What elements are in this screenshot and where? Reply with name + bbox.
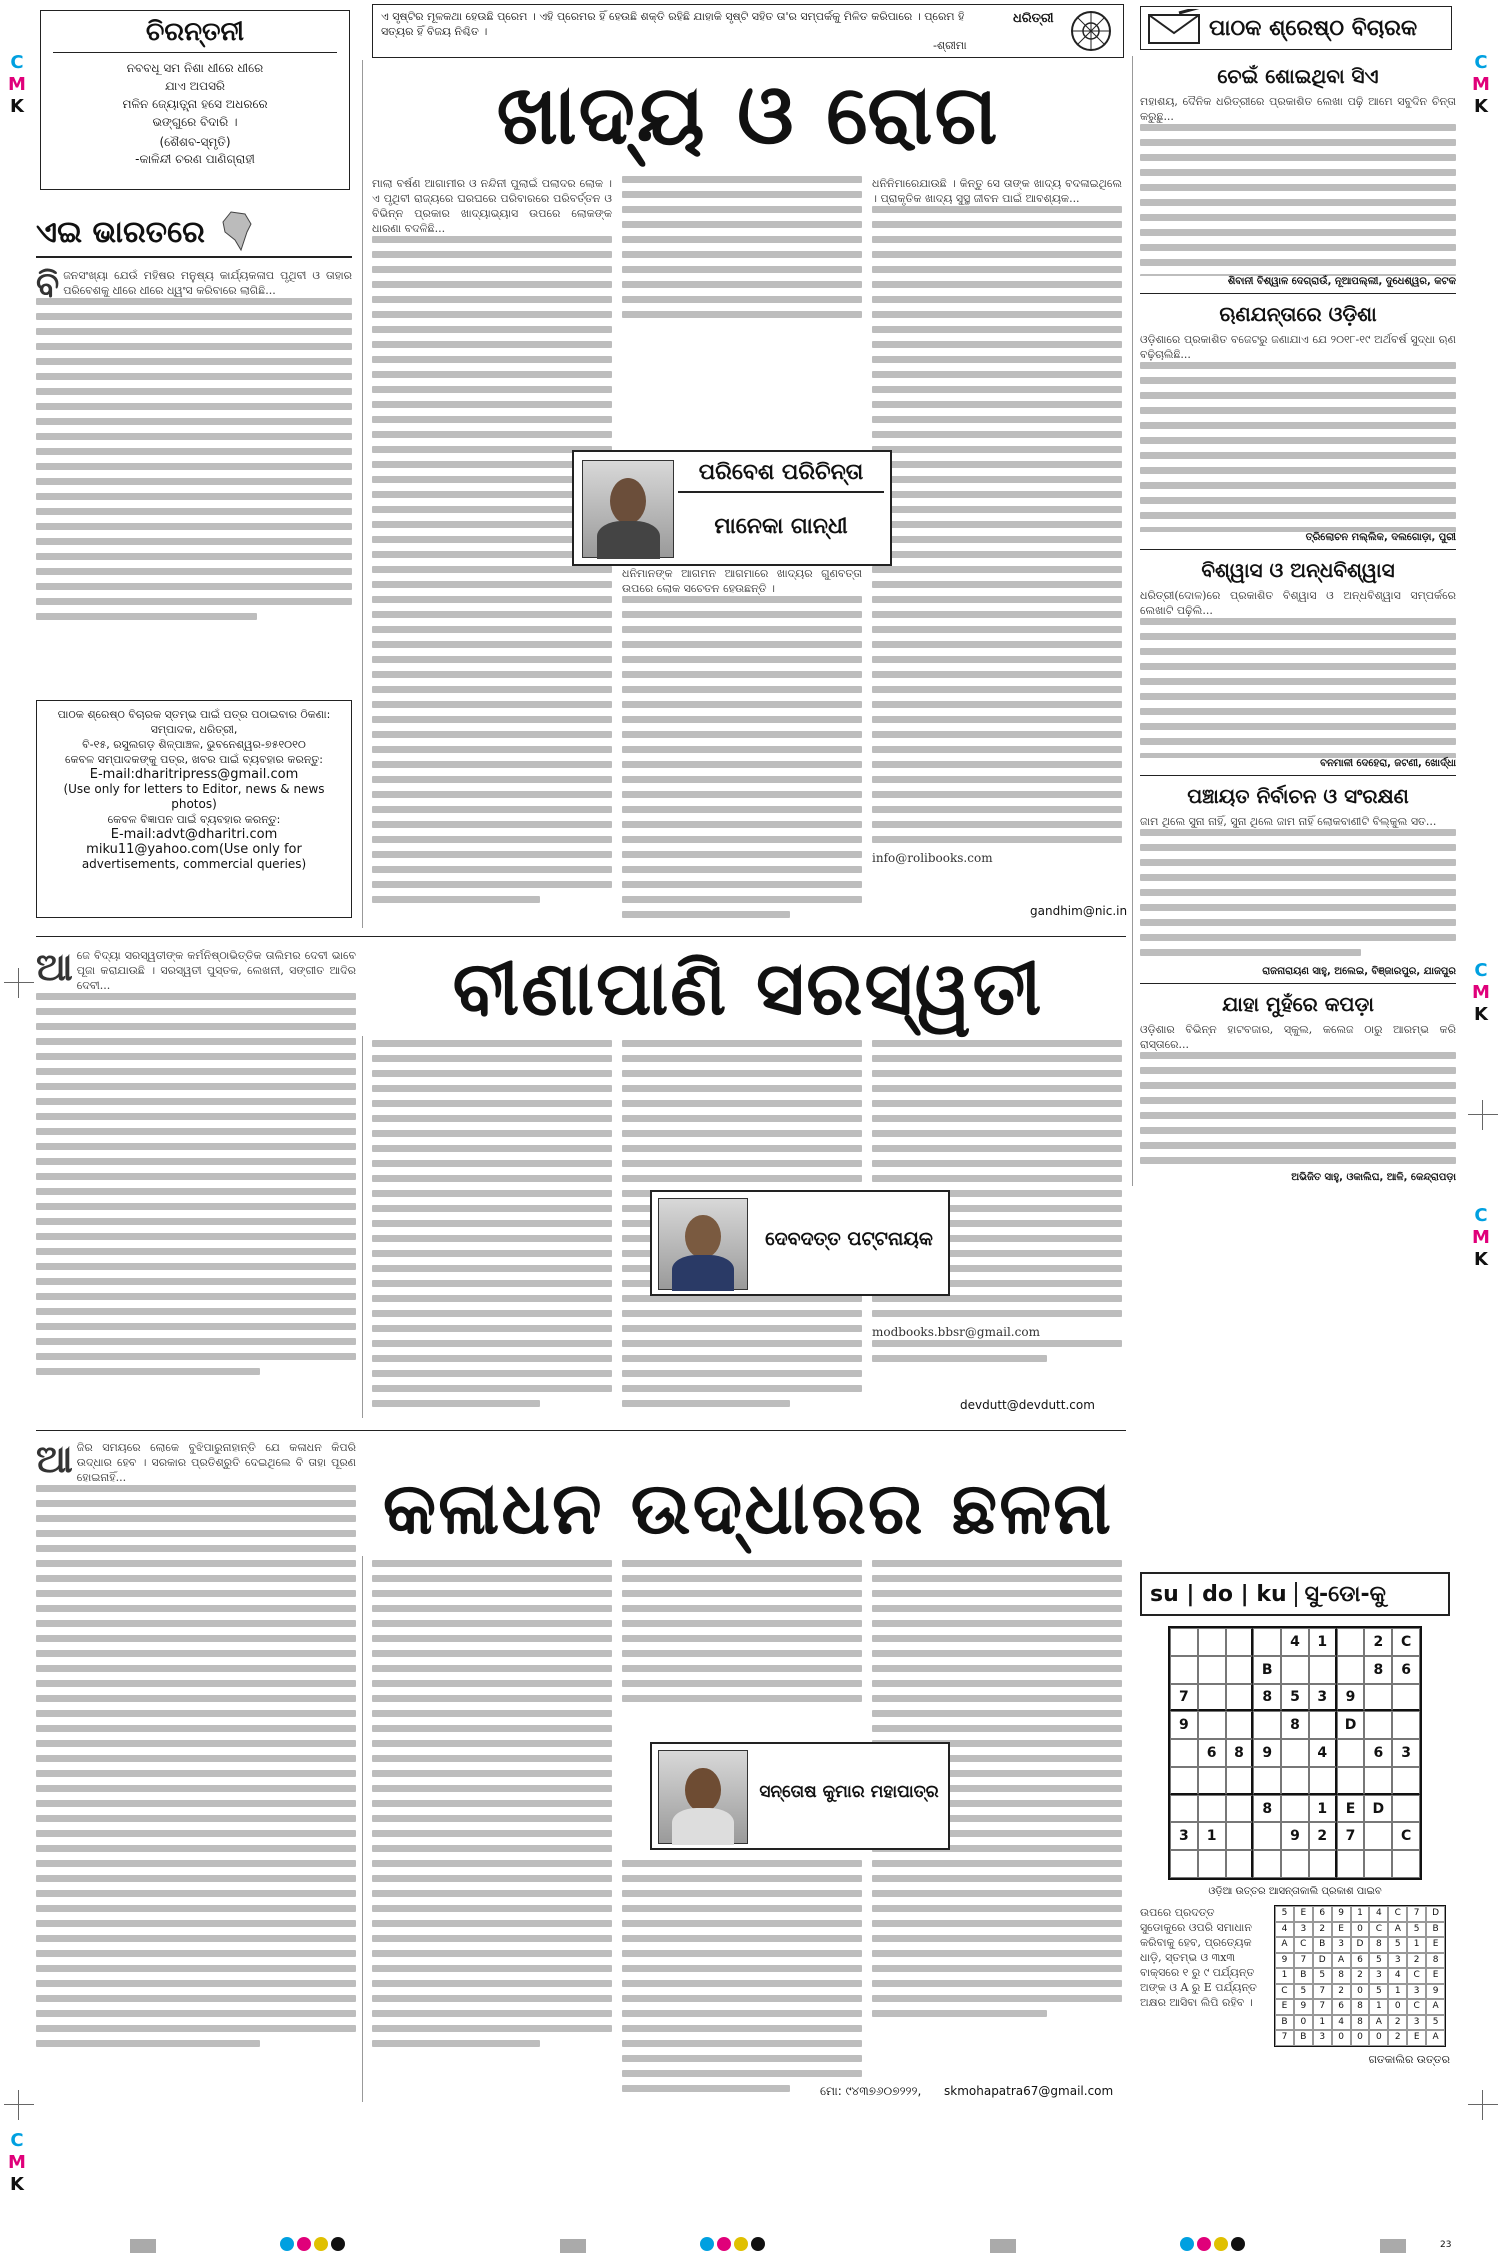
section-divider-1 — [36, 936, 1126, 937]
letter-opening: ଧରିତ୍ରୀ(ଦୋଳ)ରେ ପ୍ରକାଶିତ ବିଶ୍ୱାସ ଓ ଅନ୍ଧବିଶ୍ୱାସ ସମ୍ପର୍କରେ ଲେଖାଟି ପଢ଼ିଲି... — [1140, 589, 1456, 617]
article2-col1 — [36, 948, 356, 1418]
sudoku-cell[interactable]: 6 — [1392, 1656, 1420, 1684]
sudoku-cell[interactable]: 2 — [1364, 1628, 1392, 1656]
column-rule-right — [1132, 56, 1133, 1186]
sudoku-cell[interactable]: 4 — [1309, 1739, 1337, 1767]
solution-cell: A — [1332, 1953, 1351, 1969]
top-quote-brand: ଧରିତ୍ରୀ — [1013, 11, 1054, 26]
quote-poem: ନବବଧୂ ସମ ନିଶା ଧୀରେ ଧୀରେ ଯାଏ ଅପସରି ମଳିନ ଜ୍ୟୋତ୍ସ୍ନା ହସେ ଅଧରରେ ଭଙ୍ଗୁରେ ବିଦାରି । — [122, 61, 268, 129]
solution-cell: E — [1332, 1922, 1351, 1938]
solution-cell: 3 — [1332, 1937, 1351, 1953]
solution-cell: 5 — [1388, 1937, 1407, 1953]
contact-ad-email[interactable]: E-mail:advt@dharitri.com — [110, 827, 278, 842]
solution-cell: 3 — [1388, 1953, 1407, 1969]
solution-cell: 0 — [1369, 2030, 1388, 2046]
solution-cell: 0 — [1351, 1922, 1370, 1938]
top-quote-strip — [372, 4, 1124, 58]
crop-mark-bottom-left — [4, 2090, 34, 2120]
article1-middle-text: ଧନିମାନଙ୍କ ଆଗମନ ଆଗମାରେ ଖାଦ୍ୟର ଗୁଣବତ୍ତା ଉପରେ ଲୋକ ସଚେତନ ହେଉଛନ୍ତି । — [622, 567, 862, 595]
solution-cell: 2 — [1332, 1984, 1351, 2000]
sudoku-cell[interactable] — [1253, 1628, 1281, 1656]
sudoku-cell[interactable] — [1226, 1711, 1254, 1739]
solution-cell: 2 — [1351, 1968, 1370, 1984]
readers-banner — [1140, 6, 1452, 50]
solution-cell: 1 — [1351, 1906, 1370, 1922]
solution-cell: 7 — [1275, 2030, 1294, 2046]
article1-author-box — [572, 450, 892, 566]
registration-mark-right-2: C M K — [1472, 1205, 1490, 1270]
bharat-drop-cap: ବି — [36, 268, 60, 305]
article3-opening: ଜିର ସମୟରେ ଲୋକେ ବୁଝିପାରୁନାହାନ୍ତି ଯେ କଳାଧନ କିପରି ଉଦ୍ଧାର ହେବ । ସରକାର ପ୍ରତିଶ୍ରୁତି ଦେଇଥିଲେ ବି ତାହା ପୂରଣ ହୋଇନାହିଁ... — [76, 1441, 356, 1484]
solution-cell: 5 — [1275, 1906, 1294, 1922]
article2-drop-cap: ଆ — [36, 948, 73, 989]
sudoku-cell[interactable] — [1170, 1656, 1198, 1684]
sudoku-cell[interactable]: 8 — [1364, 1656, 1392, 1684]
sudoku-instructions: ଉପରେ ପ୍ରଦତ୍ତ ସୁଡୋକୁରେ ଓପରି ସମାଧାନ କରିବାକୁ ହେବ, ପ୍ରତ୍ୟେକ ଧାଡ଼ି, ସ୍ତମ୍ଭ ଓ ୩x୩ ବାକ୍ସରେ ୧ ରୁ ୯ ପର୍ଯ୍ୟନ୍ତ ଅଙ୍କ ଓ A ରୁ E ପର୍ଯ୍ୟନ୍ତ ଅକ୍ଷର ଆସିବା ଲିପି ରହିବ । — [1140, 1906, 1257, 2009]
registration-mark-top-right: C M K — [1472, 52, 1490, 117]
sudoku-cell[interactable]: 3 — [1309, 1684, 1337, 1712]
column-rule-3 — [362, 1556, 363, 2102]
sudoku-cell[interactable] — [1226, 1684, 1254, 1712]
solution-cell: E — [1426, 1937, 1445, 1953]
sudoku-cell[interactable] — [1198, 1656, 1226, 1684]
solution-cell: 9 — [1275, 1953, 1294, 1969]
sudoku-cell[interactable] — [1198, 1711, 1226, 1739]
solution-cell: 5 — [1369, 1953, 1388, 1969]
sudoku-cell[interactable] — [1226, 1822, 1254, 1850]
article2-opening: ଜେ ବିଦ୍ୟା ସରସ୍ୱତୀଙ୍କ କର୍ମନିଷ୍ଠାଭିତ୍ତିକ ତାଲିମର ଦେବୀ ଭାବେ ପୂଜା କରାଯାଉଛି । ସରସ୍ୱତୀ ପୁସ୍ତକ, ଲେଖନୀ, ସଙ୍ଗୀତ ଆଦିର ଦେବୀ... — [76, 949, 356, 992]
solution-cell: A — [1275, 1937, 1294, 1953]
column-rule-1 — [362, 60, 363, 928]
letter-title: ବିଶ୍ୱାସ ଓ ଅନ୍ଧବିଶ୍ୱାସ — [1201, 558, 1395, 582]
sudoku-cell[interactable] — [1337, 1767, 1365, 1795]
top-quote-author: -ଶ୍ରୀମା — [933, 39, 967, 52]
contact-address2: ବି-୧୫, ରସୁଲଗଡ଼ ଶିଳ୍ପାଞ୍ଚଳ, ଭୁବନେଶ୍ୱର-୭୫୧୦୧୦ — [82, 738, 306, 751]
sudoku-cell[interactable]: 7 — [1170, 1684, 1198, 1712]
sudoku-cell[interactable]: 9 — [1170, 1711, 1198, 1739]
bharat-column-body — [36, 268, 352, 688]
solution-cell: 4 — [1332, 2015, 1351, 2031]
sudoku-cell[interactable]: 9 — [1281, 1822, 1309, 1850]
article1-opening: ମାଲା ବର୍ଷଣ ଆଗାମୀର ଓ ନନ୍ଦିନୀ ପୁଲାଇଁ ପଲାଦର ଲୋକ । ଏ ପୃଥିବୀ ରାଜ୍ୟରେ ଘରଘରେ ପରିବାରରେ ପରିବର୍ତ୍ତନ ଓ ବିଭିନ୍ନ ପ୍ରକାର ଖାଦ୍ୟାଭ୍ୟାସ ଉପରେ ଲୋକଙ୍କ ଧାରଣା ବଦଳିଛି... — [372, 177, 612, 235]
solution-cell: B — [1275, 2015, 1294, 2031]
sudoku-solution-grid — [1274, 1905, 1446, 2047]
author-photo — [658, 1198, 748, 1290]
solution-cell: E — [1275, 1999, 1294, 2015]
solution-cell: 5 — [1369, 1984, 1388, 2000]
sudoku-cell[interactable]: 2 — [1309, 1822, 1337, 1850]
sudoku-cell[interactable]: 3 — [1170, 1822, 1198, 1850]
sudoku-cell[interactable] — [1198, 1767, 1226, 1795]
solution-cell: 7 — [1313, 1984, 1332, 2000]
solution-cell: 3 — [1294, 1922, 1313, 1938]
sudoku-cell[interactable] — [1226, 1850, 1254, 1878]
sudoku-cell[interactable]: 1 — [1309, 1795, 1337, 1823]
letter-title: ପଞ୍ଚାୟତ ନିର୍ବାଚନ ଓ ସଂରକ୍ଷଣ — [1187, 784, 1409, 808]
article1-col3 — [872, 176, 1122, 922]
sudoku-cell[interactable]: E — [1337, 1795, 1365, 1823]
solution-cell: B — [1294, 1968, 1313, 1984]
sudoku-title-or: ସୁ-ଡୋ-କୁ — [1304, 1581, 1386, 1607]
sudoku-cell[interactable]: 1 — [1198, 1822, 1226, 1850]
solution-cell: B — [1313, 1937, 1332, 1953]
sudoku-cell[interactable] — [1253, 1711, 1281, 1739]
color-bar-1 — [130, 2238, 156, 2257]
sudoku-cell[interactable] — [1364, 1822, 1392, 1850]
solution-cell: A — [1426, 2030, 1445, 2046]
letter-signature: ଶିବାନୀ ବିଶ୍ୱାଳ ଦେଗ୍ରାଉଁ, ନୂଆପଲ୍ଲୀ, ଦୁଧେଶ୍ୱର, କଟକ — [1227, 276, 1456, 287]
contact-email-note: କେବଳ ସମ୍ପାଦକଙ୍କୁ ପତ୍ର, ଖବର ପାଇଁ ବ୍ୟବହାର କରନ୍ତୁ: — [65, 753, 323, 766]
solution-cell: 3 — [1369, 1968, 1388, 1984]
solution-cell: D — [1426, 1906, 1445, 1922]
quote-poet: -କାଳିନ୍ଦୀ ଚରଣ ପାଣିଗ୍ରାହୀ — [135, 152, 255, 166]
crop-mark-left — [4, 968, 34, 998]
article1-footer-email[interactable]: gandhim@nic.in — [1030, 904, 1128, 918]
solution-cell: 3 — [1313, 2030, 1332, 2046]
article1-column-name: ପରିବେଶ ପରିଚିନ୍ତା — [678, 460, 884, 493]
solution-cell: 3 — [1407, 1984, 1426, 2000]
contact-address1: ସମ୍ପାଦକ, ଧରିତ୍ରୀ, — [150, 723, 238, 736]
article1-email[interactable]: info@rolibooks.com — [872, 851, 993, 865]
sudoku-cell[interactable]: 8 — [1253, 1684, 1281, 1712]
solution-cell: 1 — [1388, 1984, 1407, 2000]
solution-cell: 8 — [1351, 2015, 1370, 2031]
solution-cell: 4 — [1275, 1922, 1294, 1938]
registration-mark-mid-right: C M K — [1472, 960, 1490, 1025]
sudoku-cell[interactable] — [1170, 1850, 1198, 1878]
letter-signature: ରାଜନାରାୟଣ ସାହୁ, ଅଲେଇ, ବିଞ୍ଜାରପୁର, ଯାଜପୁର — [1262, 966, 1456, 977]
solution-cell: 0 — [1351, 1984, 1370, 2000]
letter-title: ଚେଇଁ ଶୋଇଥିବା ସିଏ — [1217, 64, 1379, 88]
sudoku-cell[interactable] — [1337, 1739, 1365, 1767]
solution-cell: 0 — [1294, 2015, 1313, 2031]
quote-source: (ଶୈଶବ-ସ୍ମୃତି) — [159, 135, 231, 149]
solution-cell: C — [1407, 1968, 1426, 1984]
sudoku-cell[interactable] — [1170, 1628, 1198, 1656]
sudoku-cell[interactable] — [1253, 1850, 1281, 1878]
sudoku-cell[interactable] — [1253, 1822, 1281, 1850]
article3-author: ସନ୍ତୋଷ କୁମାର ମହାପାତ୍ର — [759, 1782, 939, 1802]
solution-cell: E — [1426, 1968, 1445, 1984]
solution-cell: 2 — [1407, 1953, 1426, 1969]
color-swatches-3 — [1180, 2236, 1248, 2255]
solution-cell: 4 — [1369, 1906, 1388, 1922]
sudoku-cell[interactable] — [1364, 1684, 1392, 1712]
sudoku-cell[interactable]: 5 — [1281, 1684, 1309, 1712]
solution-cell: 8 — [1332, 1968, 1351, 1984]
sudoku-cell[interactable]: 8 — [1253, 1795, 1281, 1823]
sudoku-cell[interactable] — [1309, 1656, 1337, 1684]
sudoku-cell[interactable] — [1392, 1850, 1420, 1878]
sudoku-cell[interactable] — [1309, 1711, 1337, 1739]
quote-box-title: ଚିରନ୍ତନୀ — [53, 17, 337, 53]
sudoku-cell[interactable]: D — [1337, 1711, 1365, 1739]
india-map-icon — [217, 210, 257, 254]
bharat-column-header — [36, 208, 352, 258]
solution-cell: 9 — [1426, 1984, 1445, 2000]
article2-author: ଦେବଦତ୍ତ ପଟ୍ଟନାୟକ — [765, 1228, 933, 1250]
solution-cell: 8 — [1351, 1999, 1370, 2015]
sudoku-cell[interactable] — [1281, 1795, 1309, 1823]
sudoku-answer-label: ଗତକାଲିର ଉତ୍ତର — [1368, 2053, 1450, 2066]
article1-headline: ଖାଦ୍ୟ ଓ ରୋଗ — [496, 68, 1000, 163]
solution-cell: 2 — [1313, 1922, 1332, 1938]
letter-signature: ଅଭିଜିତ ସାହୁ, ଓକାଲିଘ, ଆଳି, କେନ୍ଦ୍ରାପଡ଼ା — [1291, 1172, 1456, 1183]
sudoku-cell[interactable] — [1226, 1767, 1254, 1795]
article3-col1 — [36, 1440, 356, 2100]
article2-col2 — [372, 1040, 612, 1418]
solution-cell: 0 — [1388, 1999, 1407, 2015]
color-bar-4 — [1380, 2238, 1406, 2257]
article3-col2 — [372, 1560, 612, 2100]
letter-signature: ତ୍ରିଲୋଚନ ମଲ୍ଲିକ, ଦଲଗୋଡ଼ା, ପୁରୀ — [1305, 532, 1456, 543]
contact-editor-email[interactable]: E-mail:dharitripress@gmail.com — [89, 767, 299, 782]
article2-author-box — [650, 1190, 950, 1296]
solution-cell: 2 — [1388, 2015, 1407, 2031]
registration-mark-top-left: C M K — [8, 52, 26, 117]
sudoku-cell[interactable] — [1392, 1767, 1420, 1795]
solution-cell: 3 — [1407, 2015, 1426, 2031]
sudoku-cell[interactable]: 6 — [1364, 1739, 1392, 1767]
article3-footer-email[interactable]: skmohapatra67@gmail.com — [944, 2084, 1114, 2098]
sudoku-cell[interactable] — [1281, 1656, 1309, 1684]
sudoku-cell[interactable] — [1337, 1656, 1365, 1684]
ornament-icon — [1069, 9, 1113, 53]
contact-use-note1: (Use only for letters to Editor, news & news photos) — [63, 782, 325, 811]
solution-cell: 2 — [1388, 2030, 1407, 2046]
solution-cell: C — [1407, 1999, 1426, 2015]
letter-opening: ଓଡ଼ିଶାରେ ପ୍ରକାଶିତ ବଜେଟରୁ ଜଣାଯାଏ ଯେ ୨୦୧୮-୧୯ ଅର୍ଥବର୍ଷ ସୁଦ୍ଧା ଋଣ ବଢ଼ିଚାଲିଛି... — [1140, 333, 1456, 361]
color-bar-3 — [990, 2238, 1016, 2257]
sudoku-note: ଓଡ଼ିଆ ଉତ୍ତର ଆସନ୍ତାକାଲି ପ୍ରକାଶ ପାଇବ — [1208, 1886, 1382, 1897]
contact-use-note2: advertisements, commercial queries) — [81, 857, 307, 871]
sudoku-cell[interactable] — [1309, 1850, 1337, 1878]
sudoku-cell[interactable]: C — [1392, 1822, 1420, 1850]
solution-cell: C — [1294, 1937, 1313, 1953]
contact-box — [36, 700, 352, 918]
sudoku-cell[interactable] — [1309, 1767, 1337, 1795]
solution-cell: 5 — [1407, 1922, 1426, 1938]
sudoku-cell[interactable] — [1392, 1795, 1420, 1823]
crop-mark-right — [1468, 1100, 1498, 1130]
solution-cell: 5 — [1313, 1968, 1332, 1984]
letters-column — [1140, 58, 1456, 1186]
sudoku-cell[interactable] — [1281, 1850, 1309, 1878]
solution-cell: 0 — [1351, 2030, 1370, 2046]
letter-opening: ମହାଶୟ, ଦୈନିକ ଧରିତ୍ରୀରେ ପ୍ରକାଶିତ ଲେଖା ପଢ଼ି ଆମେ ସବୁଦିନ ଚିନ୍ତା କରୁଛୁ... — [1140, 95, 1456, 123]
sudoku-cell[interactable] — [1281, 1739, 1309, 1767]
solution-cell: 6 — [1351, 1953, 1370, 1969]
solution-cell: B — [1294, 2030, 1313, 2046]
solution-cell: C — [1388, 1906, 1407, 1922]
sudoku-cell[interactable]: 3 — [1392, 1739, 1420, 1767]
letter-title: ଯାହା ମୁହଁରେ କପଡ଼ା — [1222, 992, 1374, 1016]
contact-intro: ପାଠକ ଶ୍ରେଷ୍ଠ ବିଚାରକ ସ୍ତମ୍ଭ ପାଇଁ ପତ୍ର ପଠାଇବାର ଠିକଣା: — [57, 708, 331, 721]
top-quote-text: ଏ ସୃଷ୍ଟିର ମୂଳକଥା ହେଉଛି ପ୍ରେମ । ଏହି ପ୍ରେମର ହିଁ ହେଉଛି ଶକ୍ତି ରହିଛି ଯାହାକି ସୃଷ୍ଟି ସହିତ ତା'ର ସମ୍ପର୍କକୁ ମିଳିତ କରିପାରେ । ପ୍ରେମ ହି ସତ୍ୟର ହିଁ ବିଜୟ ନିଶ୍ଚିତ । — [381, 10, 965, 38]
letter-opening: ଓଡ଼ିଶାର ବିଭିନ୍ନ ହାଟବଜାର, ସ୍କୁଲ, କଲେଜ ଠାରୁ ଆରମ୍ଭ କରି ରାସ୍ତାରେ... — [1140, 1023, 1456, 1051]
sudoku-cell[interactable]: 8 — [1281, 1711, 1309, 1739]
solution-cell: A — [1426, 1999, 1445, 2015]
sudoku-cell[interactable]: B — [1253, 1656, 1281, 1684]
contact-ad-email2[interactable]: miku11@yahoo.com(Use only for — [86, 842, 302, 857]
solution-cell: 9 — [1332, 1906, 1351, 1922]
color-swatches-1 — [280, 2236, 348, 2255]
article3-footer-phone: ମୋ: ୯୪୩୭୬୦୭୨୨୨, — [820, 2084, 922, 2098]
column-rule-2 — [362, 1036, 363, 1418]
sudoku-cell[interactable] — [1226, 1795, 1254, 1823]
solution-cell: 1 — [1313, 2015, 1332, 2031]
solution-cell: 1 — [1369, 1999, 1388, 2015]
solution-cell: B — [1426, 1922, 1445, 1938]
solution-cell: 8 — [1426, 1953, 1445, 1969]
solution-cell: 7 — [1407, 1906, 1426, 1922]
solution-cell: 7 — [1294, 1953, 1313, 1969]
color-bar-2 — [560, 2238, 586, 2257]
sudoku-cell[interactable] — [1226, 1628, 1254, 1656]
solution-cell: C — [1275, 1984, 1294, 2000]
solution-cell: D — [1313, 1953, 1332, 1969]
sudoku-cell[interactable] — [1281, 1767, 1309, 1795]
crop-mark-bottom-right — [1468, 2090, 1498, 2120]
solution-cell: 0 — [1332, 2030, 1351, 2046]
solution-cell: A — [1388, 1922, 1407, 1938]
sudoku-cell[interactable]: 4 — [1281, 1628, 1309, 1656]
letter-signature: ବନମାଳୀ ଦେହେରା, ଜଟଣୀ, ଖୋର୍ଦ୍ଧା — [1320, 758, 1456, 769]
solution-cell: 6 — [1313, 1906, 1332, 1922]
solution-cell: 8 — [1369, 1937, 1388, 1953]
article2-footer-email[interactable]: devdutt@devdutt.com — [960, 1398, 1095, 1412]
sudoku-cell[interactable] — [1337, 1850, 1365, 1878]
solution-cell: 1 — [1407, 1937, 1426, 1953]
envelope-icon — [1147, 9, 1203, 47]
sudoku-cell[interactable] — [1392, 1684, 1420, 1712]
solution-cell: 5 — [1294, 1984, 1313, 2000]
sudoku-cell[interactable]: 8 — [1226, 1739, 1254, 1767]
section-divider-2 — [36, 1430, 1126, 1431]
article1-author: ମାନେକା ଗାନ୍ଧୀ — [714, 514, 848, 539]
sudoku-cell[interactable] — [1253, 1767, 1281, 1795]
sudoku-cell[interactable] — [1364, 1767, 1392, 1795]
solution-cell: 9 — [1294, 1999, 1313, 2015]
sudoku-cell[interactable] — [1337, 1628, 1365, 1656]
author-photo — [658, 1750, 748, 1844]
sudoku-cell[interactable]: 7 — [1337, 1822, 1365, 1850]
bharat-column-title: ଏଇ ଭାରତରେ — [36, 214, 205, 250]
solution-cell: 6 — [1332, 1999, 1351, 2015]
solution-cell: 7 — [1313, 1999, 1332, 2015]
solution-cell: 4 — [1388, 1968, 1407, 1984]
article3-author-box — [650, 1742, 950, 1850]
contact-ad-note: କେବଳ ବିଜ୍ଞାପନ ପାଇଁ ବ୍ୟବହାର କରନ୍ତୁ: — [107, 813, 281, 826]
article3-drop-cap: ଆ — [36, 1440, 73, 1481]
sudoku-cell[interactable] — [1170, 1795, 1198, 1823]
page-number: 23 — [1440, 2240, 1452, 2250]
sudoku-title-en: su | do | ku — [1142, 1582, 1297, 1607]
sudoku-cell[interactable] — [1198, 1795, 1226, 1823]
color-swatches-2 — [700, 2236, 768, 2255]
sudoku-cell[interactable] — [1170, 1739, 1198, 1767]
sudoku-section — [1140, 1572, 1450, 2082]
solution-cell: A — [1369, 2015, 1388, 2031]
sudoku-cell[interactable] — [1198, 1628, 1226, 1656]
article2-headline: ବୀଣାପାଣି ସରସ୍ୱତୀ — [452, 946, 1044, 1032]
solution-cell: D — [1351, 1937, 1370, 1953]
article1-right-text: ଧନିନିମାରେଯାଉଛି । କିନ୍ତୁ ସେ ତାଙ୍କ ଖାଦ୍ୟ ବଦଳାଇଥିଲେ । ପ୍ରାକୃତିକ ଖାଦ୍ୟ ସୁସ୍ଥ ଜୀବନ ପାଇଁ ଆବଶ୍ୟକ... — [872, 177, 1122, 205]
solution-cell: 1 — [1275, 1968, 1294, 1984]
sudoku-cell[interactable] — [1170, 1767, 1198, 1795]
author-photo — [582, 460, 674, 558]
article3-headline: କଳାଧନ ଉଦ୍ଧାରର ଛଳନା — [382, 1466, 1114, 1550]
sudoku-cell[interactable] — [1364, 1711, 1392, 1739]
letter-opening: ଜାମ ଥିଲେ ସୁନା ନାହିଁ, ସୁନା ଥିଲେ ଜାମ ନାହିଁ ଲୋକବାଣୀଟି ବିଲ୍କୁଲ ସତ... — [1140, 815, 1437, 828]
solution-cell: 5 — [1426, 2015, 1445, 2031]
solution-cell: E — [1294, 1906, 1313, 1922]
sudoku-cell[interactable]: 9 — [1253, 1739, 1281, 1767]
sudoku-cell[interactable] — [1364, 1850, 1392, 1878]
letter-title: ଋଣଯନ୍ତାରେ ଓଡ଼ିଶା — [1219, 302, 1377, 326]
sudoku-cell[interactable] — [1226, 1656, 1254, 1684]
sudoku-cell[interactable]: D — [1364, 1795, 1392, 1823]
solution-cell: C — [1369, 1922, 1388, 1938]
sudoku-cell[interactable]: 9 — [1337, 1684, 1365, 1712]
sudoku-cell[interactable] — [1198, 1850, 1226, 1878]
sudoku-grid[interactable] — [1168, 1626, 1422, 1880]
sudoku-cell[interactable] — [1392, 1711, 1420, 1739]
quote-box — [40, 10, 350, 190]
sudoku-cell[interactable]: 1 — [1309, 1628, 1337, 1656]
sudoku-cell[interactable]: C — [1392, 1628, 1420, 1656]
readers-banner-title: ପାଠକ ଶ୍ରେଷ୍ଠ ବିଚାରକ — [1209, 15, 1418, 41]
solution-cell: E — [1407, 2030, 1426, 2046]
sudoku-cell[interactable]: 6 — [1198, 1739, 1226, 1767]
bharat-text: ଜନସଂଖ୍ୟା ଯେଉଁ ମହିଷର ମନୁଷ୍ୟ କାର୍ଯ୍ୟକଳାପ ପୃଥିବୀ ଓ ତାହାର ପରିବେଶକୁ ଧୀରେ ଧୀରେ ଧ୍ୱଂସ କରିବାରେ ଲାଗିଛି... — [63, 269, 352, 297]
registration-mark-bottom-left: C M K — [8, 2130, 26, 2195]
sudoku-cell[interactable] — [1198, 1684, 1226, 1712]
article2-email[interactable]: modbooks.bbsr@gmail.com — [872, 1325, 1040, 1339]
